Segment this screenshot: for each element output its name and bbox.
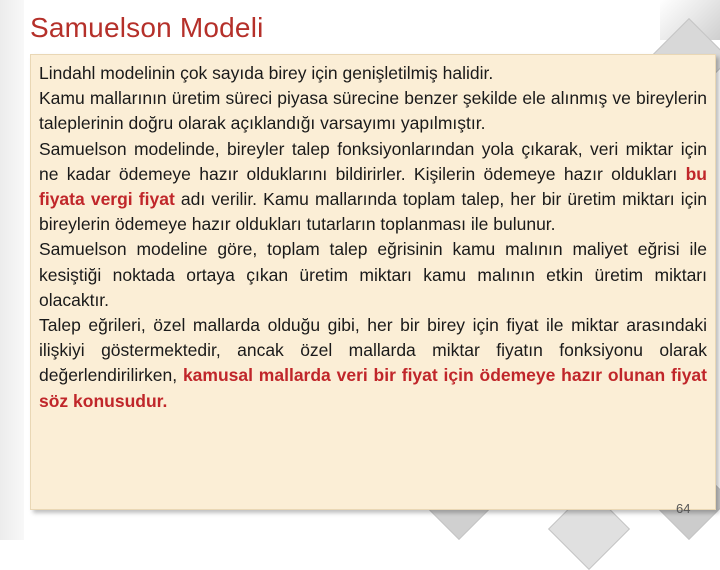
paragraph-3 — [39, 137, 707, 238]
paragraph-text: Samuelson modeline göre, toplam talep eğrisinin kamu malının maliyet eğrisi ile kesiştiği noktada ortaya çıkan üretim miktarı kamu malının etkin üretim miktarı olacaktır. — [39, 239, 707, 310]
paragraph-text: Talep eğrileri, özel mallarda olduğu gibi, her bir birey için fiyat ile miktar arasındaki ilişkiyi göstermektedir, ancak özel mallarda miktar fiyatın fonksiyonu olarak değerlendirilirken, — [39, 315, 707, 386]
paragraph-4 — [39, 237, 707, 313]
page-number: 64 — [676, 501, 691, 516]
paragraph-2 — [39, 86, 707, 136]
highlighted-term: bu fiyata vergi fiyat — [39, 163, 707, 210]
highlighted-term: kamusal mallarda veri bir fiyat için ödemeye hazır olunan fiyat söz konusudur. — [39, 365, 707, 411]
paragraph-text: Samuelson modelinde, bireyler talep fonksiyonlarından yola çıkarak, veri miktar için ne kadar ödemeye hazır olduklarını bildirirler. Kişilerin ödemeye hazır oldukları — [39, 138, 707, 184]
left-decoration-bar — [0, 0, 24, 540]
paragraph-text: adı verilir. Kamu mallarında toplam talep, her bir üretim miktarı için bireylerin ödemeye hazır oldukları tutarların toplanması ile bulunur. — [39, 189, 708, 235]
slide-title: Samuelson Modeli — [30, 12, 264, 43]
paragraph-text: Kamu mallarının üretim süreci piyasa sürecine benzer şekilde ele alınmış ve bireylerin taleplerinin doğru olarak açıklandığı varsayımı yapılmıştır. — [39, 88, 707, 134]
paragraph-1 — [39, 61, 707, 86]
paragraph-5 — [39, 313, 707, 414]
content-box — [30, 54, 716, 510]
paragraph-text: Lindahl modelinin çok sayıda birey için genişletilmiş halidir. — [39, 63, 494, 83]
